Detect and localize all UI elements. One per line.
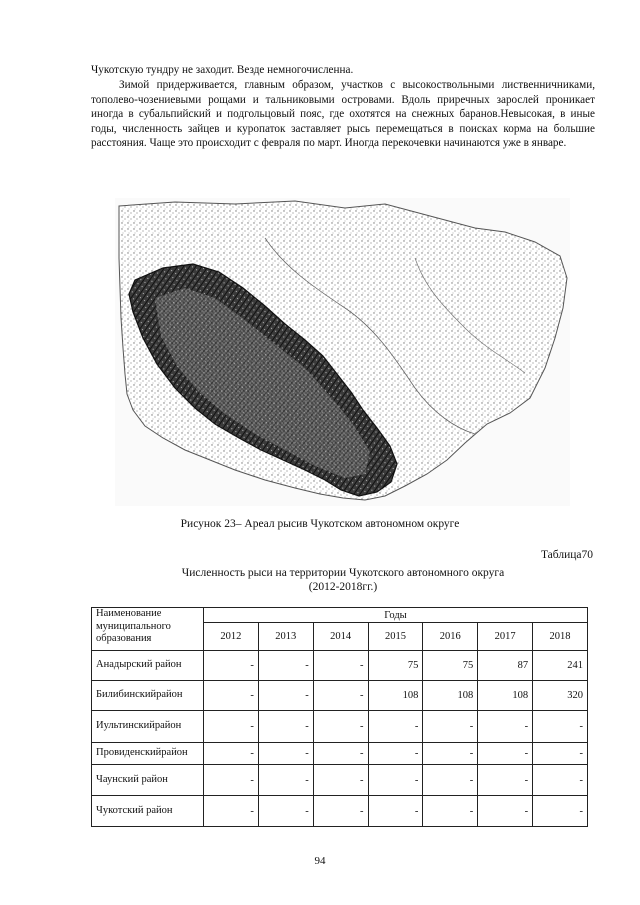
cell-value: - [258,796,313,827]
cell-value: - [423,743,478,765]
cell-value: - [368,765,423,796]
body-paragraph-1: Чукотскую тундру не заходит. Везде немногочисленна. [91,64,354,76]
cell-value: - [204,711,259,743]
cell-value: - [423,796,478,827]
cell-value: - [258,743,313,765]
figure-caption: Рисунок 23– Ареал рысив Чукотском автономном округе [180,518,460,530]
cell-value: - [204,743,259,765]
cell-value: 108 [478,681,533,711]
cell-value: - [478,765,533,796]
cell-value: - [423,711,478,743]
year-header: 2013 [258,623,313,651]
cell-value: - [258,765,313,796]
table-row [92,681,588,711]
row-name: Анадырский район [92,651,204,681]
cell-value: 75 [368,651,423,681]
cell-value: - [204,765,259,796]
page-number: 94 [314,855,326,867]
table-row [92,711,588,743]
cell-value: 241 [533,651,588,681]
cell-value: - [368,743,423,765]
cell-value: - [423,765,478,796]
column-group-years: Годы [204,608,588,623]
row-name: Чаунский район [92,765,204,796]
cell-value: 87 [478,651,533,681]
cell-value: - [533,711,588,743]
table-row [92,743,588,765]
cell-value: - [258,711,313,743]
cell-value: 108 [368,681,423,711]
table-row [92,765,588,796]
table-title [91,566,595,594]
cell-value: - [313,651,368,681]
body-paragraph-2: Зимой придерживается, главным образом, участков с высокоствольными лиственничниками, тополево-чозениевыми рощами и тальниковыми островами. Вдоль приречных зарослей проникает иногда в субальпийский и подгольцовый пояс, где охотятся на снежных баранов.Невысокая, в иные годы, численность зайцев и куропаток заставляет рысь перемещаться в поисках корма на большие расстояния. Чаще это происходит с февраля по март. Иногда перекочевки начинаются уже в январе. [91,79,595,150]
cell-value: - [313,796,368,827]
cell-value: - [258,681,313,711]
year-header: 2014 [313,623,368,651]
lynx-population-table [91,607,588,827]
cell-value: - [258,651,313,681]
cell-value: 75 [423,651,478,681]
year-header: 2018 [533,623,588,651]
column-header-municipality: Наименование муниципального образования [92,608,204,651]
table-title-line-1: Численность рыси на территории Чукотского автономного округа [181,567,505,579]
table-label: Таблица70 [540,549,593,561]
cell-value: - [204,796,259,827]
row-name: Билибинскийрайон [92,681,204,711]
table-row [92,651,588,681]
cell-value: - [313,743,368,765]
cell-value: - [478,711,533,743]
table-header-row [92,608,588,623]
row-name: Чукотский район [92,796,204,827]
year-header: 2017 [478,623,533,651]
cell-value: - [478,743,533,765]
table-title-line-2: (2012-2018гг.) [308,581,378,593]
cell-value: - [368,796,423,827]
range-map-figure [115,198,570,506]
cell-value: - [313,765,368,796]
row-name: Провиденскийрайон [92,743,204,765]
year-header: 2016 [423,623,478,651]
cell-value: - [533,796,588,827]
cell-value: - [313,711,368,743]
cell-value: - [313,681,368,711]
year-header: 2015 [368,623,423,651]
cell-value: - [533,765,588,796]
cell-value: - [533,743,588,765]
cell-value: - [478,796,533,827]
cell-value: 108 [423,681,478,711]
table-row [92,796,588,827]
cell-value: 320 [533,681,588,711]
cell-value: - [368,711,423,743]
cell-value: - [204,681,259,711]
row-name: Иультинскийрайон [92,711,204,743]
year-header: 2012 [204,623,259,651]
cell-value: - [204,651,259,681]
